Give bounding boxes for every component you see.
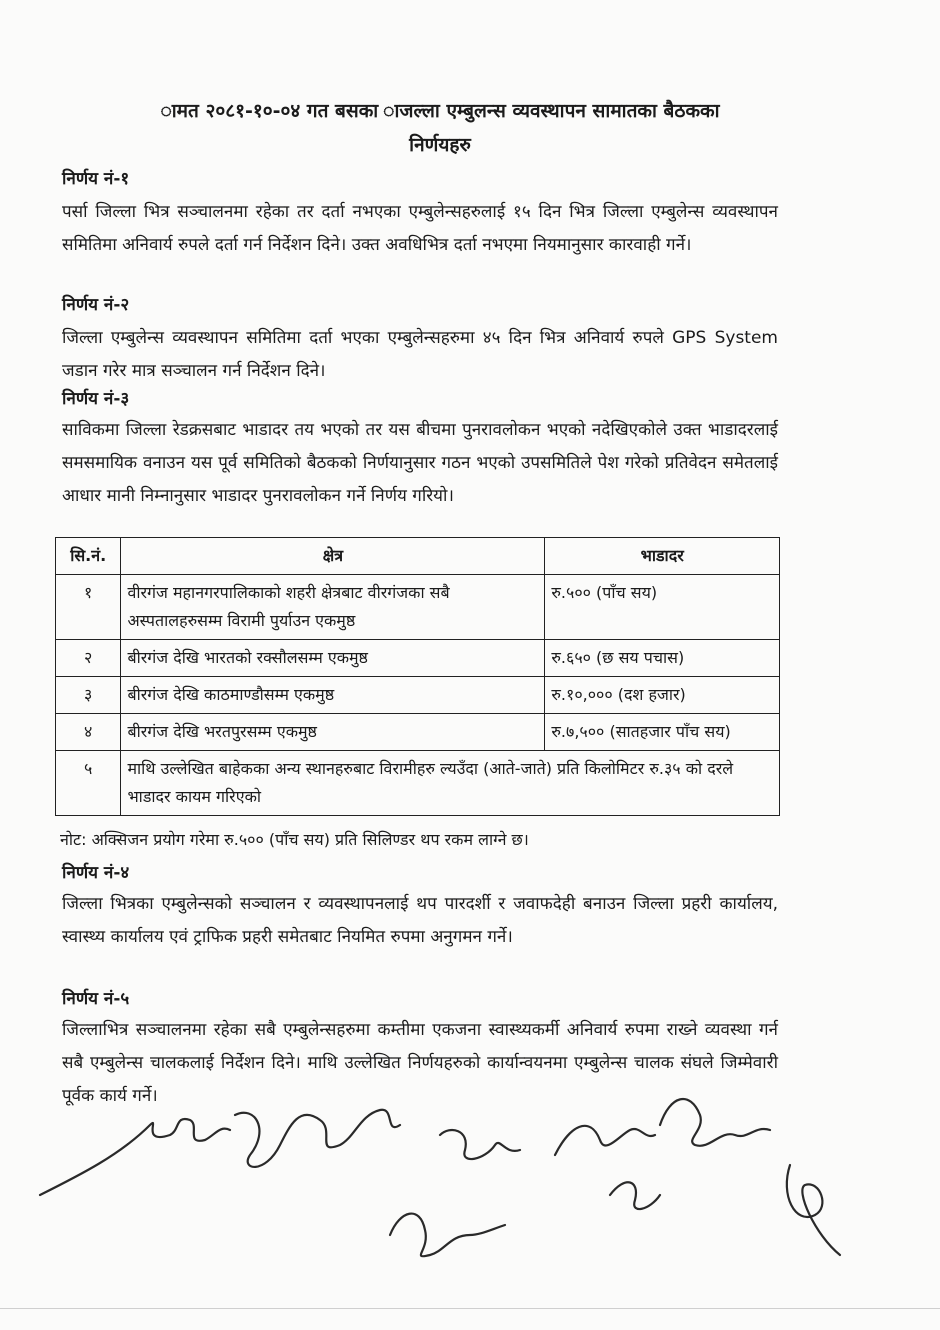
table-header-row <box>56 538 780 575</box>
oxygen-note: नोट: अक्सिजन प्रयोग गरेमा रु.५०० (पाँच सय) प्रति सिलिण्डर थप रकम लाग्ने छ। <box>60 830 529 849</box>
signature-7 <box>390 1214 505 1257</box>
decision-4-heading: निर्णय नं-४ <box>62 863 130 883</box>
table-row <box>56 640 780 677</box>
decision-2-text: जिल्ला एम्बुलेन्स व्यवस्थापन समितिमा दर्ता भएका एम्बुलेन्सहरुमा ४५ दिन भित्र अनिवार्य रुपले GPS System जडान गरेर मात्र सञ्चालन गर्न निर्देशन दिने। <box>62 328 778 381</box>
row-rate: रु.५०० (पाँच सय) <box>545 575 780 640</box>
decision-1-text: पर्सा जिल्ला भित्र सञ्चालनमा रहेका तर दर्ता नभएका एम्बुलेन्सहरुलाई १५ दिन भित्र जिल्ला एम्बुलेन्स व्यवस्थापन समितिमा अनिवार्य रुपले दर्ता गर्न निर्देशन दिने। उक्त अवधिभित्र दर्ता नभएमा नियमानुसार कारवाही गर्ने। <box>62 202 778 255</box>
signature-4 <box>555 1126 655 1155</box>
row-sn: १ <box>56 575 121 640</box>
row-rate: रु.१०,००० (दश हजार) <box>545 677 780 714</box>
table-row <box>56 714 780 751</box>
row-area: बीरगंज देखि काठमाण्डौसम्म एकमुष्ठ <box>121 677 545 714</box>
decision-2-heading: निर्णय नं-२ <box>62 295 130 315</box>
row-area: बीरगंज देखि भारतको रक्सौलसम्म एकमुष्ठ <box>121 640 545 677</box>
decision-1-heading: निर्णय नं-१ <box>62 169 130 189</box>
decision-5-text: जिल्लाभित्र सञ्चालनमा रहेका सबै एम्बुलेन्सहरुमा कम्तीमा एकजना स्वास्थ्यकर्मी अनिवार्य रुपमा राख्ने व्यवस्था गर्न सबै एम्बुलेन्स चालकलाई निर्देशन दिने। माथि उल्लेखित निर्णयहरुको कार्यान्वयनमा एम्बुलेन्स चालक संघले जिम्मेवारी पूर्वक कार्य गर्ने। <box>62 1020 778 1106</box>
table-row <box>56 751 780 816</box>
decision-3-text: साविकमा जिल्ला रेडक्रसबाट भाडादर तय भएको तर यस बीचमा पुनरावलोकन भएको नदेखिएकोले उक्त भाडादरलाई समसमायिक वनाउन यस पूर्व समितिको बैठकको निर्णयानुसार गठन भएको उपसमितिले पेश गरेको प्रतिवेदन समेतलाई आधार मानी निम्नानुसार भाडादर पुनरावलोकन गर्ने निर्णय गरियो। <box>62 420 778 506</box>
row-sn: ४ <box>56 714 121 751</box>
column-header-sn: सि.नं. <box>56 538 121 575</box>
row-rate: रु.७,५०० (सातहजार पाँच सय) <box>545 714 780 751</box>
row-sn: ३ <box>56 677 121 714</box>
signatures-area <box>0 1085 940 1310</box>
page-bottom-rule <box>0 1308 940 1309</box>
table-row <box>56 575 780 640</box>
signature-2 <box>235 1110 400 1167</box>
column-header-area: क्षेत्र <box>121 538 545 575</box>
document-title-line2: निर्णयहरु <box>409 134 471 156</box>
row-sn: ५ <box>56 751 121 816</box>
decision-3-heading: निर्णय नं-३ <box>62 389 130 409</box>
decision-5-heading: निर्णय नं-५ <box>62 989 130 1009</box>
signature-3 <box>440 1130 520 1159</box>
row-area: माथि उल्लेखित बाहेकका अन्य स्थानहरुबाट विरामीहरु ल्यउँदा (आते-जाते) प्रति किलोमिटर रु.३५ को दरले भाडादर कायम गरिएको <box>121 751 780 816</box>
table-row <box>56 677 780 714</box>
signature-8 <box>787 1165 840 1255</box>
signature-5 <box>660 1099 770 1146</box>
decision-4-text: जिल्ला भित्रका एम्बुलेन्सको सञ्चालन र व्यवस्थापनलाई थप पारदर्शी र जवाफदेही बनाउन जिल्ला प्रहरी कार्यालय, स्वास्थ्य कार्यालय एवं ट्राफिक प्रहरी समेतबाट नियमित रुपमा अनुगमन गर्ने। <box>62 894 778 947</box>
column-header-rate: भाडादर <box>545 538 780 575</box>
rate-table <box>55 537 780 816</box>
row-rate: रु.६५० (छ सय पचास) <box>545 640 780 677</box>
signature-1 <box>40 1119 230 1195</box>
row-area: बीरगंज देखि भरतपुरसम्म एकमुष्ठ <box>121 714 545 751</box>
signature-6 <box>610 1182 660 1209</box>
row-sn: २ <box>56 640 121 677</box>
row-area: वीरगंज महानगरपालिकाको शहरी क्षेत्रबाट वीरगंजका सबै अस्पतालहरुसम्म विरामी पुर्याउन एकमुष्ठ <box>121 575 545 640</box>
document-title-line1: ामत २०८१-१०-०४ गत बसका ाजल्ला एम्बुलन्स व्यवस्थापन सामातका बैठकका <box>160 100 720 122</box>
